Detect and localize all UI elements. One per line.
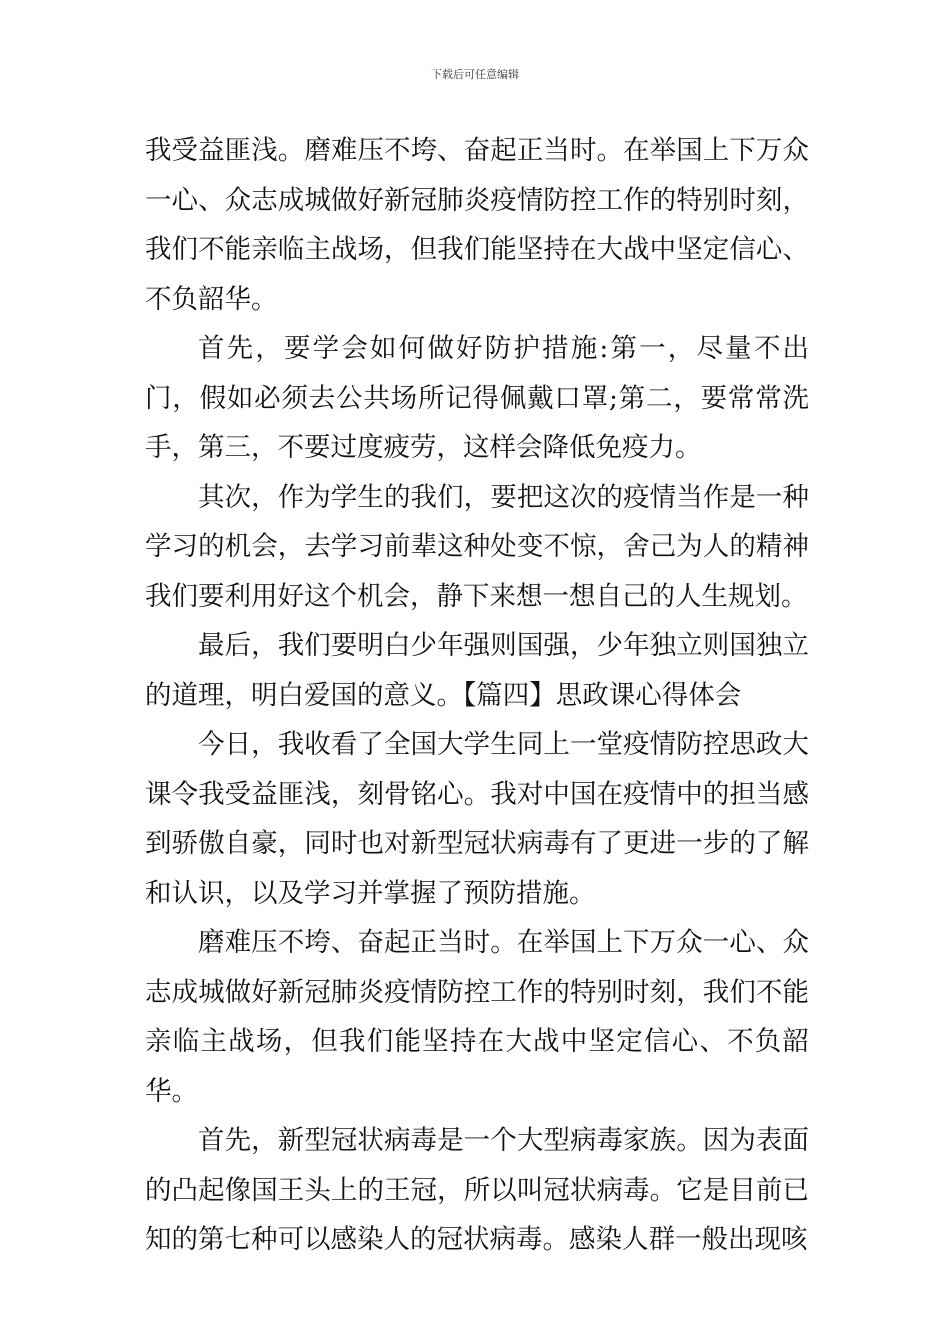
paragraph: 首先，要学会如何做好防护措施:第一，尽量不出门，假如必须去公共场所记得佩戴口罩;第二，要常常洗手，第三，不要过度疲劳，这样会降低免疫力。 [145, 333, 809, 463]
paragraph: 今日，我收看了全国大学生同上一堂疫情防控思政大课令我受益匪浅，刻骨铭心。我对中国在疫情中的担当感到骄傲自豪，同时也对新型冠状病毒有了更进一步的了解和认识，以及学习并掌握了预防措施。 [145, 729, 809, 909]
paragraph: 我受益匪浅。磨难压不垮、奋起正当时。在举国上下万众一心、众志成城做好新冠肺炎疫情防控工作的特别时刻，我们不能亲临主战场，但我们能坚持在大战中坚定信心、不负韶华。 [145, 135, 809, 315]
paragraph: 磨难压不垮、奋起正当时。在举国上下万众一心、众志成城做好新冠肺炎疫情防控工作的特别时刻，我们不能亲临主战场，但我们能坚持在大战中坚定信心、不负韶华。 [145, 927, 809, 1107]
paragraph: 最后，我们要明白少年强则国强，少年独立则国独立的道理，明白爱国的意义。【篇四】思政课心得体会 [145, 630, 809, 711]
page-header: 下载后可任意编辑 [431, 68, 519, 81]
paragraph: 其次，作为学生的我们，要把这次的疫情当作是一种学习的机会，去学习前辈这种处变不惊，舍己为人的精神我们要利用好这个机会，静下来想一想自己的人生规划。 [145, 481, 809, 612]
document-body [145, 126, 809, 1265]
paragraph: 首先，新型冠状病毒是一个大型病毒家族。因为表面的凸起像国王头上的王冠，所以叫冠状病毒。它是目前已知的第七种可以感染人的冠状病毒。感染人群一般出现咳 [145, 1125, 809, 1255]
